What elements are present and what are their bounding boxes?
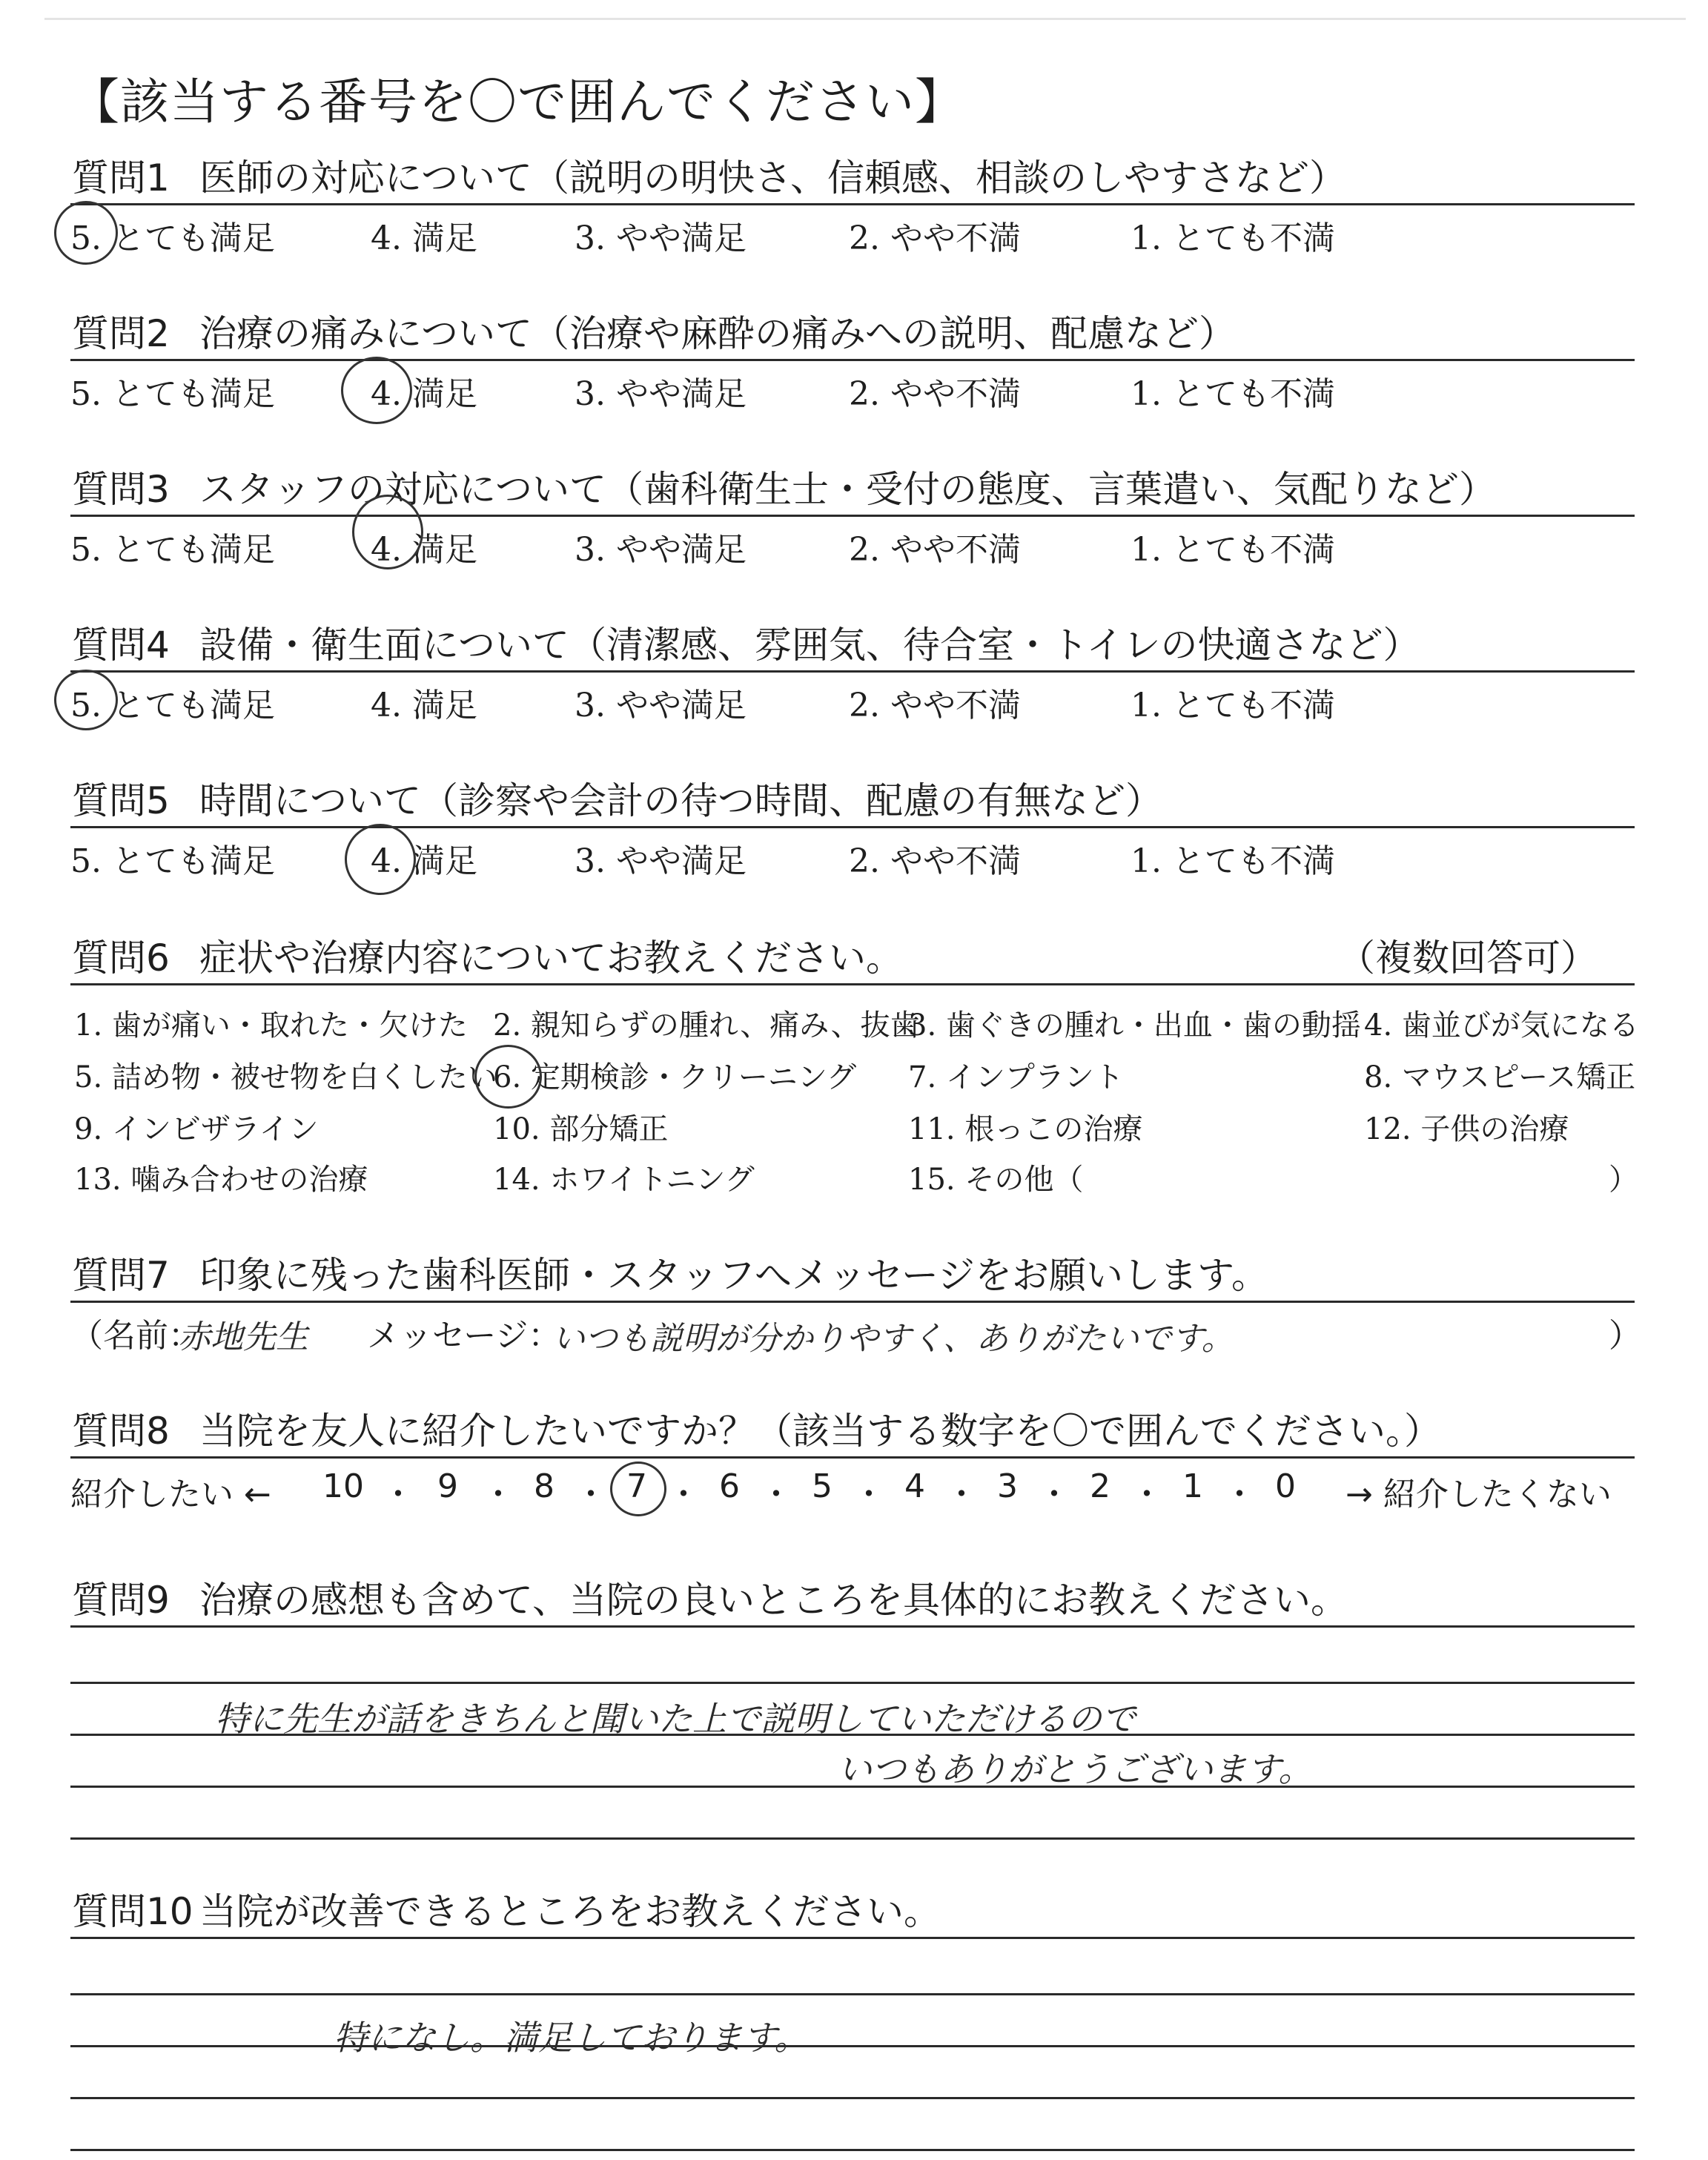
scale-value[interactable]: 4 — [904, 1467, 925, 1505]
question-8 — [70, 1409, 1635, 1513]
scale-value[interactable]: 9 — [437, 1467, 458, 1505]
option-5[interactable]: 5. とても満足 — [70, 531, 275, 569]
option-5[interactable]: 5. とても満足 — [70, 842, 275, 880]
scale-value[interactable]: 10 — [322, 1467, 364, 1505]
symptom-option[interactable]: 1. 歯が痛い・取れた・欠けた — [74, 1008, 468, 1043]
symptom-options — [70, 985, 1639, 1197]
question-5 — [70, 779, 1635, 880]
option-3[interactable]: 3. やや満足 — [575, 531, 747, 569]
scale-left-label: 紹介したい ← — [70, 1476, 271, 1513]
question-3 — [70, 467, 1635, 569]
improvement-answer[interactable]: 特になし。満足しております。 — [334, 2018, 809, 2058]
scale-value[interactable]: 5 — [812, 1467, 833, 1505]
option-1[interactable]: 1. とても不満 — [1131, 842, 1335, 880]
question-number: 質問6 — [72, 937, 170, 980]
name-answer[interactable]: 赤地先生 — [178, 1318, 308, 1356]
good-points-answer[interactable]: 特に先生が話をきちんと聞いた上で説明していただけるので — [215, 1699, 1136, 1739]
symptom-option[interactable]: 6. 定期検診・クリーニング — [493, 1060, 857, 1094]
question-text: スタッフの対応について（歯科衛生士・受付の態度、言葉遣い、気配りなど） — [199, 468, 1496, 511]
scale-right-label: → 紹介したくない — [1345, 1476, 1612, 1513]
symptom-option[interactable]: 3. 歯ぐきの腫れ・出血・歯の動揺 — [908, 1008, 1361, 1043]
answer-line — [70, 2149, 1635, 2151]
question-number: 質問3 — [72, 468, 170, 511]
question-text: 印象に残った歯科医師・スタッフへメッセージをお願いします。 — [199, 1254, 1268, 1297]
option-1[interactable]: 1. とても不満 — [1131, 375, 1335, 413]
scale-dot: ・ — [575, 1476, 607, 1513]
scale-dot: ・ — [1131, 1476, 1163, 1513]
scale-dot: ・ — [853, 1476, 885, 1513]
answer-line — [70, 1993, 1635, 1995]
option-3[interactable]: 3. やや満足 — [575, 219, 747, 257]
scale-value[interactable]: 3 — [997, 1467, 1018, 1505]
scale-dot: ・ — [667, 1476, 700, 1513]
symptom-option[interactable]: 13. 噛み合わせの治療 — [74, 1163, 368, 1197]
scale-value[interactable]: 0 — [1275, 1467, 1296, 1505]
question-9 — [70, 1578, 1635, 1628]
question-2 — [70, 311, 1635, 413]
divider — [70, 1625, 1635, 1628]
answer-line — [70, 1682, 1635, 1684]
option-2[interactable]: 2. やや不満 — [849, 687, 1021, 724]
symptom-option[interactable]: 4. 歯並びが気になる — [1364, 1008, 1639, 1043]
scale-dot: ・ — [760, 1476, 792, 1513]
option-4[interactable]: 4. 満足 — [371, 687, 477, 724]
symptom-option[interactable]: 5. 詰め物・被せ物を白くしたい — [74, 1060, 497, 1094]
option-5[interactable]: 5. とても満足 — [70, 219, 275, 257]
scale-value[interactable]: 8 — [534, 1467, 555, 1505]
page-title: 【該当する番号を〇で囲んでください】 — [70, 73, 964, 131]
option-1[interactable]: 1. とても不満 — [1131, 687, 1335, 724]
scale-dot: ・ — [482, 1476, 514, 1513]
question-text: 当院を友人に紹介したいですか？（該当する数字を〇で囲んでください。） — [199, 1410, 1441, 1453]
question-text: 症状や治療内容についてお教えください。 — [199, 937, 903, 980]
symptom-option[interactable]: 14. ホワイトニング — [493, 1163, 755, 1197]
option-3[interactable]: 3. やや満足 — [575, 687, 747, 724]
symptom-option[interactable]: 8. マウスピース矯正 — [1364, 1060, 1636, 1094]
option-4[interactable]: 4. 満足 — [371, 842, 477, 880]
symptom-option[interactable]: 10. 部分矯正 — [493, 1112, 669, 1146]
option-4[interactable]: 4. 満足 — [371, 219, 477, 257]
question-number: 質問7 — [72, 1254, 170, 1297]
question-1 — [70, 156, 1635, 257]
question-number: 質問8 — [72, 1410, 170, 1453]
answer-line — [70, 2045, 1635, 2047]
question-number: 質問10 — [72, 1890, 193, 1933]
option-2[interactable]: 2. やや不満 — [849, 842, 1021, 880]
option-2[interactable]: 2. やや不満 — [849, 375, 1021, 413]
option-5[interactable]: 5. とても満足 — [70, 375, 275, 413]
scale-dot: ・ — [945, 1476, 978, 1513]
option-5[interactable]: 5. とても満足 — [70, 687, 275, 724]
question-text: 医師の対応について（説明の明快さ、信頼感、相談のしやすさなど） — [199, 156, 1346, 199]
scale-dot: ・ — [1223, 1476, 1256, 1513]
message-answer[interactable]: いつも説明が分かりやすく、ありがたいです。 — [552, 1320, 1234, 1358]
option-3[interactable]: 3. やや満足 — [575, 842, 747, 880]
message-label: メッセージ： — [367, 1317, 561, 1355]
question-number: 質問4 — [72, 624, 170, 667]
option-2[interactable]: 2. やや不満 — [849, 531, 1021, 569]
option-2[interactable]: 2. やや不満 — [849, 219, 1021, 257]
question-number: 質問5 — [72, 779, 170, 822]
top-edge-line — [44, 18, 1686, 20]
good-points-answer[interactable]: いつもありがとうございます。 — [838, 1749, 1313, 1789]
question-6 — [70, 936, 1639, 1197]
name-label: （名前： — [70, 1317, 201, 1355]
option-4[interactable]: 4. 満足 — [371, 375, 477, 413]
symptom-option[interactable]: 7. インプラント — [908, 1060, 1124, 1094]
scale-value[interactable]: 1 — [1182, 1467, 1203, 1505]
symptom-option[interactable]: 15. その他（ — [908, 1163, 1084, 1197]
symptom-option[interactable]: 2. 親知らずの腫れ、痛み、抜歯 — [493, 1008, 920, 1043]
question-text: 時間について（診察や会計の待つ時間、配慮の有無など） — [199, 779, 1162, 822]
scale-value[interactable]: 7 — [626, 1467, 647, 1505]
close-paren: ） — [1609, 1317, 1641, 1355]
answer-line — [70, 2097, 1635, 2099]
option-3[interactable]: 3. やや満足 — [575, 375, 747, 413]
question-number: 質問9 — [72, 1579, 170, 1622]
scale-value[interactable]: 6 — [719, 1467, 740, 1505]
question-number: 質問1 — [72, 156, 170, 199]
option-1[interactable]: 1. とても不満 — [1131, 531, 1335, 569]
question-7 — [70, 1253, 1641, 1358]
scale-dot: ・ — [382, 1476, 414, 1513]
scale-dot: ・ — [1038, 1476, 1070, 1513]
answer-line — [70, 1837, 1635, 1840]
symptom-option[interactable]: 12. 子供の治療 — [1364, 1112, 1569, 1146]
question-number: 質問2 — [72, 312, 170, 355]
question-text: 治療の感想も含めて、当院の良いところを具体的にお教えください。 — [199, 1579, 1348, 1622]
multiple-answer-note: （複数回答可） — [1338, 937, 1598, 980]
scale-value[interactable]: 2 — [1090, 1467, 1110, 1505]
option-1[interactable]: 1. とても不満 — [1131, 219, 1335, 257]
question-text: 治療の痛みについて（治療や麻酔の痛みへの説明、配慮など） — [199, 312, 1236, 355]
question-10 — [70, 1889, 1635, 1939]
close-paren: ） — [1609, 1163, 1638, 1197]
referral-scale — [70, 1459, 1635, 1513]
divider — [70, 1937, 1635, 1939]
question-text: 設備・衛生面について（清潔感、雰囲気、待合室・トイレの快適さなど） — [199, 624, 1420, 667]
option-4[interactable]: 4. 満足 — [371, 531, 477, 569]
symptom-option[interactable]: 11. 根っこの治療 — [908, 1112, 1143, 1146]
question-4 — [70, 623, 1635, 724]
symptom-option[interactable]: 9. インビザライン — [74, 1112, 319, 1146]
question-text: 当院が改善できるところをお教えください。 — [199, 1890, 941, 1933]
